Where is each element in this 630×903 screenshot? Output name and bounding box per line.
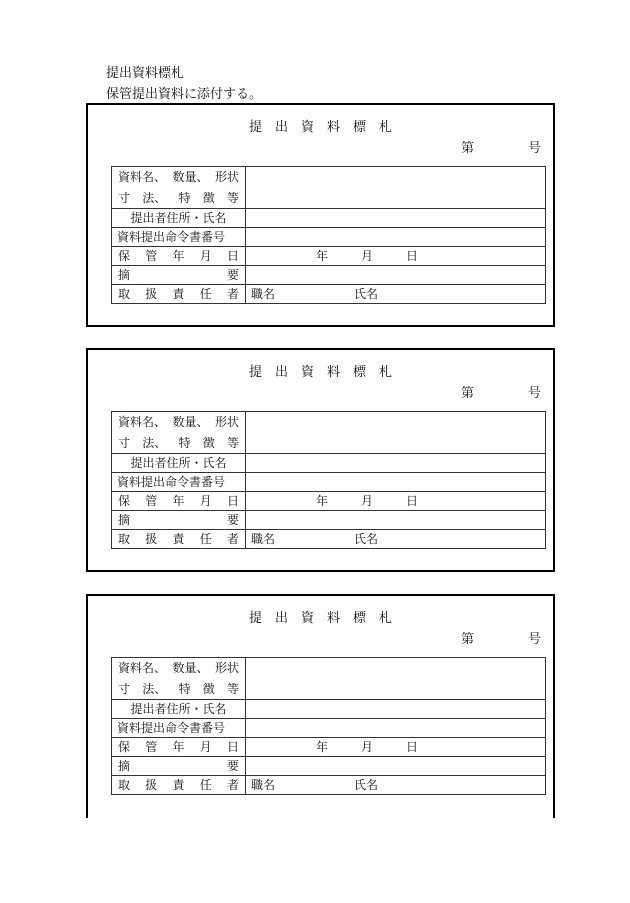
label-summary: 摘 要 xyxy=(112,757,246,776)
value-material-name[interactable] xyxy=(246,658,546,700)
tag-number-suffix: 号 xyxy=(527,386,541,401)
value-submitter[interactable] xyxy=(246,209,546,228)
tag-number-prefix: 第 xyxy=(461,386,475,401)
label-material-name: 資料名、 数量、 形状 xyxy=(112,412,246,433)
tag-table xyxy=(111,657,546,795)
label-submitter: 提出者住所・氏名 xyxy=(112,209,246,228)
value-handler[interactable]: 職名 氏名 xyxy=(246,776,546,795)
page-heading: 提出資料標札 xyxy=(106,66,185,81)
value-material-name[interactable] xyxy=(246,412,546,454)
value-summary[interactable] xyxy=(246,266,546,285)
label-submitter: 提出者住所・氏名 xyxy=(112,700,246,719)
label-summary: 摘 要 xyxy=(112,511,246,530)
value-submitter[interactable] xyxy=(246,454,546,473)
tag-number-suffix: 号 xyxy=(527,141,541,156)
label-material-name: 資料名、 数量、 形状 xyxy=(112,167,246,188)
tag-number-suffix: 号 xyxy=(527,632,541,647)
label-handler: 取 扱 責 任 者 xyxy=(112,776,246,795)
tag-card-3 xyxy=(86,594,555,818)
value-handler[interactable]: 職名 氏名 xyxy=(246,530,546,549)
value-material-name[interactable] xyxy=(246,167,546,209)
tag-number[interactable] xyxy=(461,141,541,157)
value-storage-date[interactable]: 年 月 日 xyxy=(246,738,546,757)
label-submitter: 提出者住所・氏名 xyxy=(112,454,246,473)
value-summary[interactable] xyxy=(246,511,546,530)
label-dimensions: 寸 法、 特 徴 等 xyxy=(112,433,246,454)
label-handler: 取 扱 責 任 者 xyxy=(112,285,246,304)
label-dimensions: 寸 法、 特 徴 等 xyxy=(112,188,246,209)
tag-card-2 xyxy=(86,348,555,572)
value-handler[interactable]: 職名 氏名 xyxy=(246,285,546,304)
label-summary: 摘 要 xyxy=(112,266,246,285)
page-instruction: 保管提出資料に添付する。 xyxy=(106,87,263,102)
label-storage-date: 保 管 年 月 日 xyxy=(112,492,246,511)
tag-table xyxy=(111,166,546,304)
label-storage-date: 保 管 年 月 日 xyxy=(112,738,246,757)
tag-card-1 xyxy=(86,103,555,327)
value-submitter[interactable] xyxy=(246,700,546,719)
tag-number-prefix: 第 xyxy=(461,141,475,156)
value-order-number[interactable] xyxy=(246,719,546,738)
value-summary[interactable] xyxy=(246,757,546,776)
label-material-name: 資料名、 数量、 形状 xyxy=(112,658,246,679)
value-order-number[interactable] xyxy=(246,228,546,247)
tag-title: 提出資料標札 xyxy=(248,365,406,380)
tag-number-prefix: 第 xyxy=(461,632,475,647)
tag-table xyxy=(111,411,546,549)
value-storage-date[interactable]: 年 月 日 xyxy=(246,492,546,511)
label-dimensions: 寸 法、 特 徴 等 xyxy=(112,679,246,700)
tag-number[interactable] xyxy=(461,632,541,648)
tag-title: 提出資料標札 xyxy=(248,120,406,135)
label-order-number: 資料提出命令書番号 xyxy=(112,719,246,738)
label-order-number: 資料提出命令書番号 xyxy=(112,228,246,247)
value-order-number[interactable] xyxy=(246,473,546,492)
label-order-number: 資料提出命令書番号 xyxy=(112,473,246,492)
value-storage-date[interactable]: 年 月 日 xyxy=(246,247,546,266)
label-handler: 取 扱 責 任 者 xyxy=(112,530,246,549)
tag-number[interactable] xyxy=(461,386,541,402)
label-storage-date: 保 管 年 月 日 xyxy=(112,247,246,266)
tag-title: 提出資料標札 xyxy=(248,611,406,626)
